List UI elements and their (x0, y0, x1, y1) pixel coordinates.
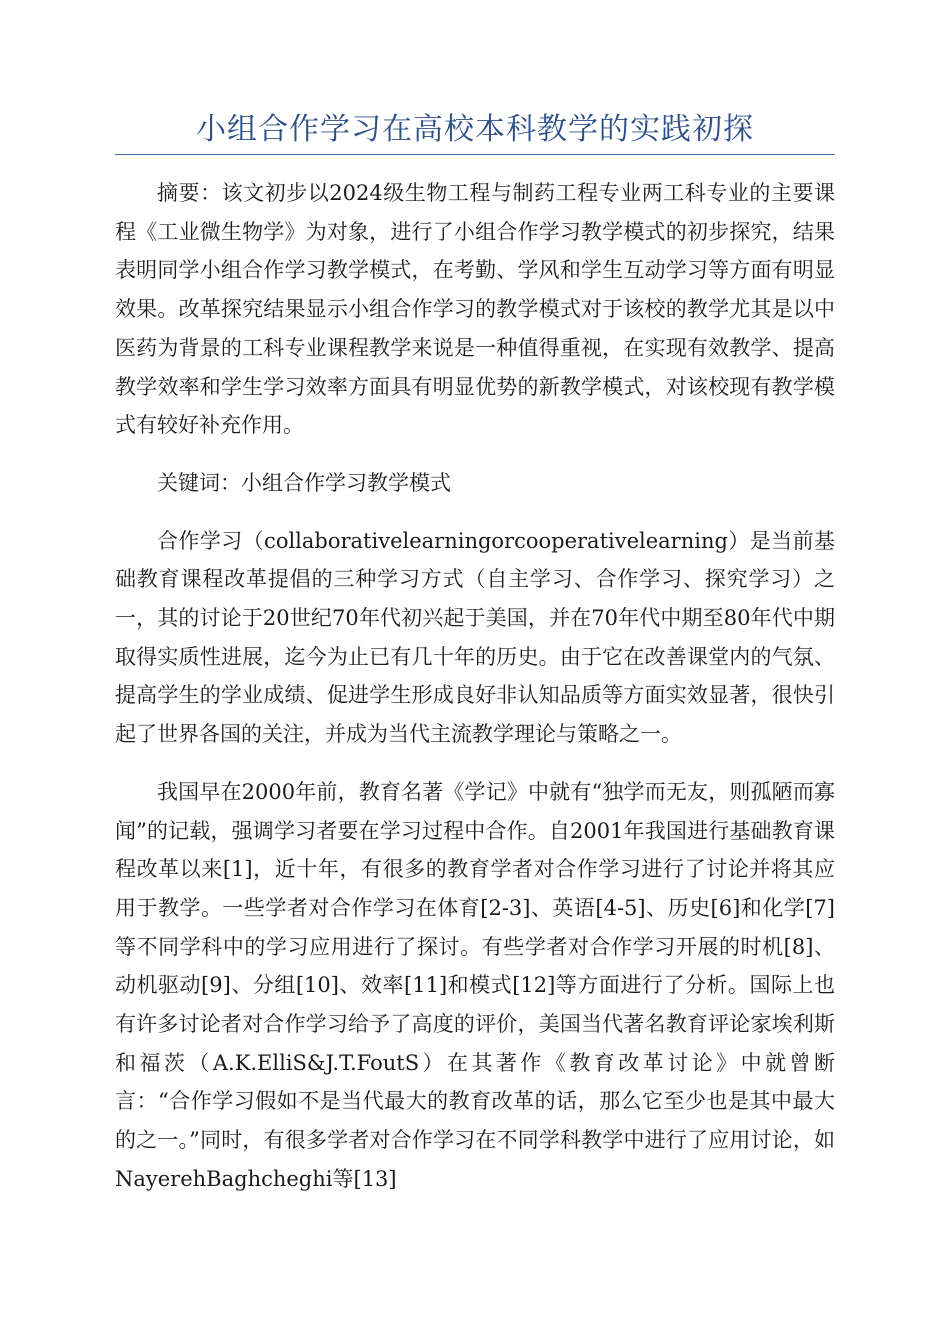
document-body (115, 174, 835, 1218)
document-title: 小组合作学习在高校本科教学的实践初探 (196, 112, 754, 147)
body-paragraph-1: 合作学习（collaborativelearningorcooperativelearning）是当前基础教育课程改革提倡的三种学习方式（自主学习、合作学习、探究学习）之一，其的讨论于20世纪70年代初兴起于美国，并在70年代中期至80年代中期取得实质性进展，迄今为止已有几十年的历史。由于它在改善课堂内的气氛、提高学生的学业成绩、促进学生形成良好非认知品质等方面实效显著，很快引起了世界各国的关注，并成为当代主流教学理论与策略之一。 (115, 528, 835, 747)
keywords-paragraph: 关键词：小组合作学习教学模式 (157, 470, 451, 495)
body-paragraph-2: 我国早在2000年前，教育名著《学记》中就有“独学而无友，则孤陋而寡闻”的记载，强调学习者要在学习过程中合作。自2001年我国进行基础教育课程改革以来[1]，近十年，有很多的教育学者对合作学习进行了讨论并将其应用于教学。一些学者对合作学习在体育[2-3]、英语[4-5]、历史[6]和化学[7]等不同学科中的学习应用进行了探讨。有些学者对合作学习开展的时机[8]、动机驱动[9]、分组[10]、效率[11]和模式[12]等方面进行了分析。国际上也有许多讨论者对合作学习给予了高度的评价，美国当代著名教育评论家埃利斯和福茨（A.K.ElliS&J.T.FoutS）在其著作《教育改革讨论》中就曾断言：“合作学习假如不是当代最大的教育改革的话，那么它至少也是其中最大的之一。”同时，有很多学者对合作学习在不同学科教学中进行了应用讨论，如NayerehBaghcheghi等[13] (115, 779, 835, 1191)
abstract-paragraph: 摘要：该文初步以2024级生物工程与制药工程专业两工科专业的主要课程《工业微生物学》为对象，进行了小组合作学习教学模式的初步探究，结果表明同学小组合作学习教学模式，在考勤、学风和学生互动学习等方面有明显效果。改革探究结果显示小组合作学习的教学模式对于该校的教学尤其是以中医药为背景的工科专业课程教学来说是一种值得重视，在实现有效教学、提高教学效率和学生学习效率方面具有明显优势的新教学模式，对该校现有教学模式有较好补充作用。 (115, 181, 835, 438)
title-underline (115, 154, 835, 155)
